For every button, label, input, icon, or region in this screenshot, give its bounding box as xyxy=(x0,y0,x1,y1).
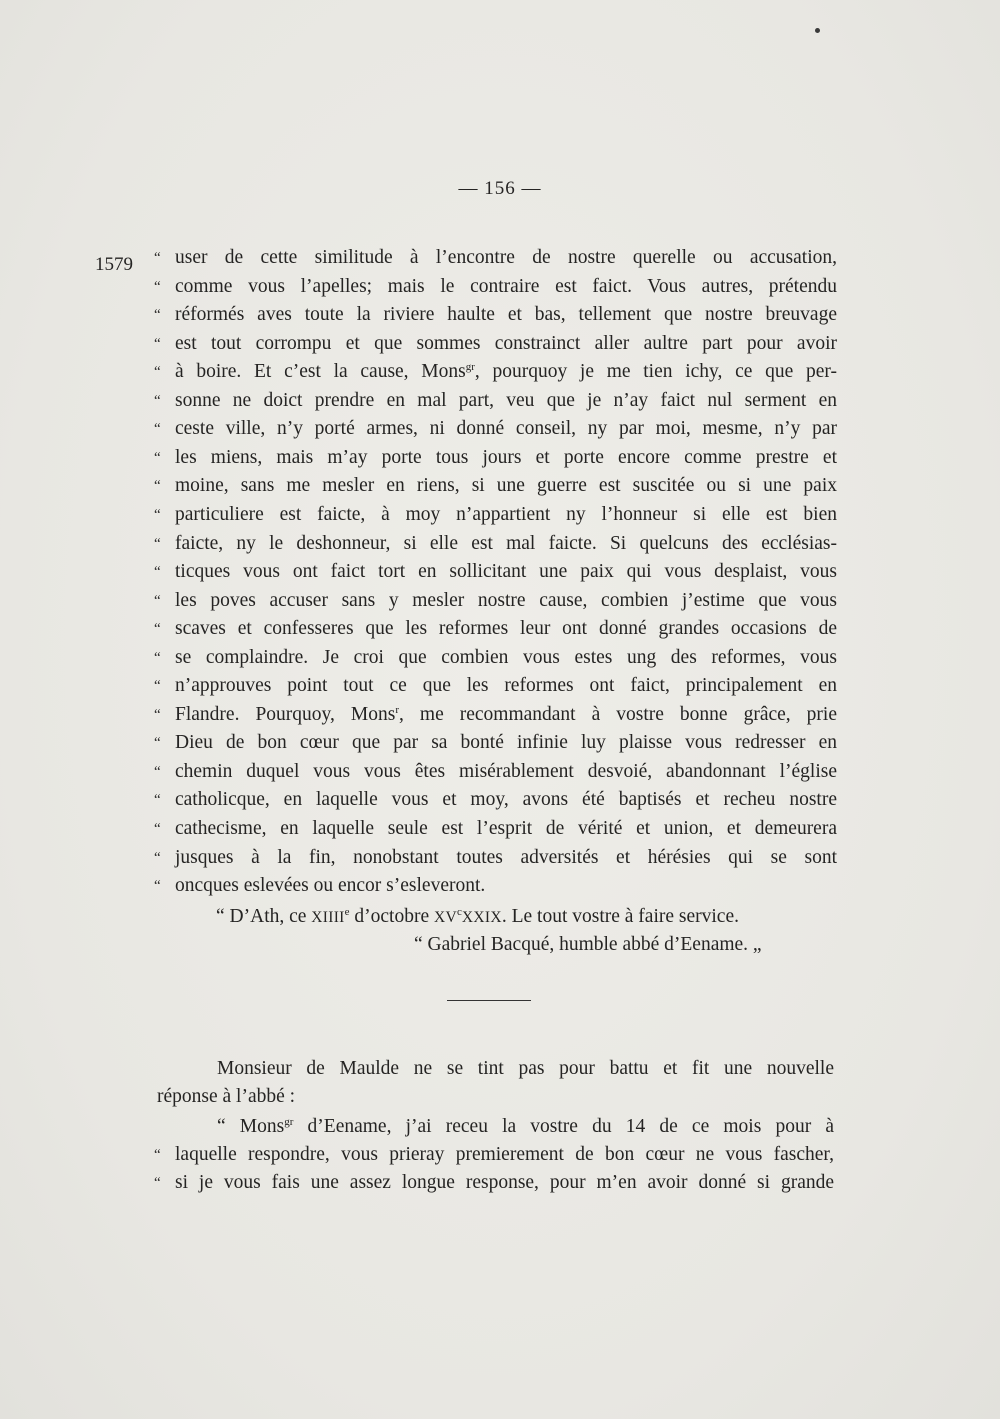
reply-line-1: laquelle respondre, vous prieray premierement de bon cœur ne vous fascher, xyxy=(175,1144,834,1165)
quote-mark: “ xyxy=(154,678,161,695)
letter-line: moine, sans me mesler en riens, si une guerre est suscitée ou si une paix xyxy=(175,475,837,497)
quote-mark: “ xyxy=(154,335,161,352)
letter-line: est tout corrompu et que sommes constrainct aller aultre part pour avoir xyxy=(175,332,837,354)
quote-mark: “ xyxy=(154,649,161,666)
letter-line: cathecisme, en laquelle seule est l’esprit de vérité et union, et demeurera xyxy=(175,818,837,839)
quote-mark: “ xyxy=(154,535,161,552)
quote-mark: “ xyxy=(154,421,161,438)
quote-mark: “ xyxy=(154,849,161,866)
letter-line: comme vous l’apelles; mais le contraire est faict. Vous autres, prétendu xyxy=(175,275,837,297)
letter-line: particuliere est faicte, à moy n’appartient ny l’honneur si elle est bien xyxy=(175,503,837,525)
margin-year: 1579 xyxy=(95,254,133,275)
quote-mark: “ xyxy=(154,1175,161,1191)
quote-mark: “ xyxy=(154,364,161,381)
quote-mark: “ xyxy=(154,478,161,495)
quote-mark: “ xyxy=(154,821,161,837)
letter-line: user de cette similitude à l’encontre de nostre querelle ou accusation, xyxy=(175,247,837,268)
narrative-line-0: Monsieur de Maulde ne se tint pas pour battu et fit une nouvelle xyxy=(217,1058,834,1079)
quote-mark: “ xyxy=(154,621,161,638)
letter-line: faicte, ny le deshonneur, si elle est mal faicte. Si quelcuns des ecclésias- xyxy=(175,532,837,554)
quote-mark: “ xyxy=(154,1147,161,1163)
letter-line: ticques vous ont faict tort en sollicitant une paix qui vous desplaist, vous xyxy=(175,561,837,583)
reply-line-0: “ Mons$^{gr}$ d’Eename, j’ai receu la vostre du 14 de ce mois pour à xyxy=(217,1116,834,1137)
quote-mark: “ xyxy=(154,878,161,895)
letter-line: les poves accuser sans y mesler nostre cause, combien j’estime que vous xyxy=(175,589,837,611)
quote-mark: “ xyxy=(154,706,161,723)
quote-mark: “ xyxy=(154,763,161,780)
letter-line: oncques eslevées ou encor s’esleveront. xyxy=(175,875,486,897)
letter-line: Dieu de bon cœur que par sa bonté infinie luy plaisse vous redresser en xyxy=(175,732,837,754)
letter-line: réformés aves toute la riviere haulte et bas, tellement que nostre breuvage xyxy=(175,304,837,326)
letter-dateline: “ D’Ath, ce XIIIIe d’octobre $XV^cXXIX$. Le tout vostre à faire service. xyxy=(216,906,739,927)
letter-line: scaves et confesseres que les reformes leur ont donné grandes occasions de xyxy=(175,618,837,640)
letter-line: les miens, mais m’ay porte tous jours et porte encore comme prestre et xyxy=(175,446,837,468)
narrative-line-1: réponse à l’abbé : xyxy=(157,1086,296,1107)
page-number: — 156 — xyxy=(458,178,542,199)
quote-mark: “ xyxy=(154,506,161,523)
quote-mark: “ xyxy=(154,792,161,809)
letter-line: à boire. Et c’est la cause, Mons$^{gr}$, pourquoy je me tien ichy, ce que per- xyxy=(175,361,837,383)
letter-line: sonne ne doict prendre en mal part, veu que je n’ay faict nul serment en xyxy=(175,389,837,411)
quote-mark: “ xyxy=(154,307,161,324)
letter-line: jusques à la fin, nonobstant toutes adversités et hérésies qui se sont xyxy=(175,846,837,868)
letter-line: Flandre. Pourquoy, Mons$^r$, me recommandant à vostre bonne grâce, prie xyxy=(175,703,837,725)
ink-speck xyxy=(815,28,820,33)
letter-line: ceste ville, n’y porté armes, ni donné conseil, ny par moi, mesme, n’y par xyxy=(175,418,837,440)
letter-line: se complaindre. Je croi que combien vous estes ung des reformes, vous xyxy=(175,646,837,668)
quote-mark: “ xyxy=(154,392,161,409)
letter-line: n’approuves point tout ce que les reformes ont faict, principalement en xyxy=(175,675,837,697)
quote-mark: “ xyxy=(154,735,161,752)
section-divider xyxy=(447,1000,531,1001)
quote-mark: “ xyxy=(154,449,161,466)
quote-mark: “ xyxy=(154,564,161,581)
quote-mark: “ xyxy=(154,592,161,609)
letter-line: catholicque, en laquelle vous et moy, avons été baptisés et recheu nostre xyxy=(175,789,837,811)
letter-signature: “ Gabriel Bacqué, humble abbé d’Eename. „ xyxy=(414,934,762,955)
reply-line-2: si je vous fais une assez longue response, pour m’en avoir donné si grande xyxy=(175,1172,834,1193)
quote-mark: “ xyxy=(154,278,161,295)
letter-line: chemin duquel vous vous êtes misérablement desvoié, abandonnant l’église xyxy=(175,760,837,782)
quote-mark: “ xyxy=(154,250,161,266)
